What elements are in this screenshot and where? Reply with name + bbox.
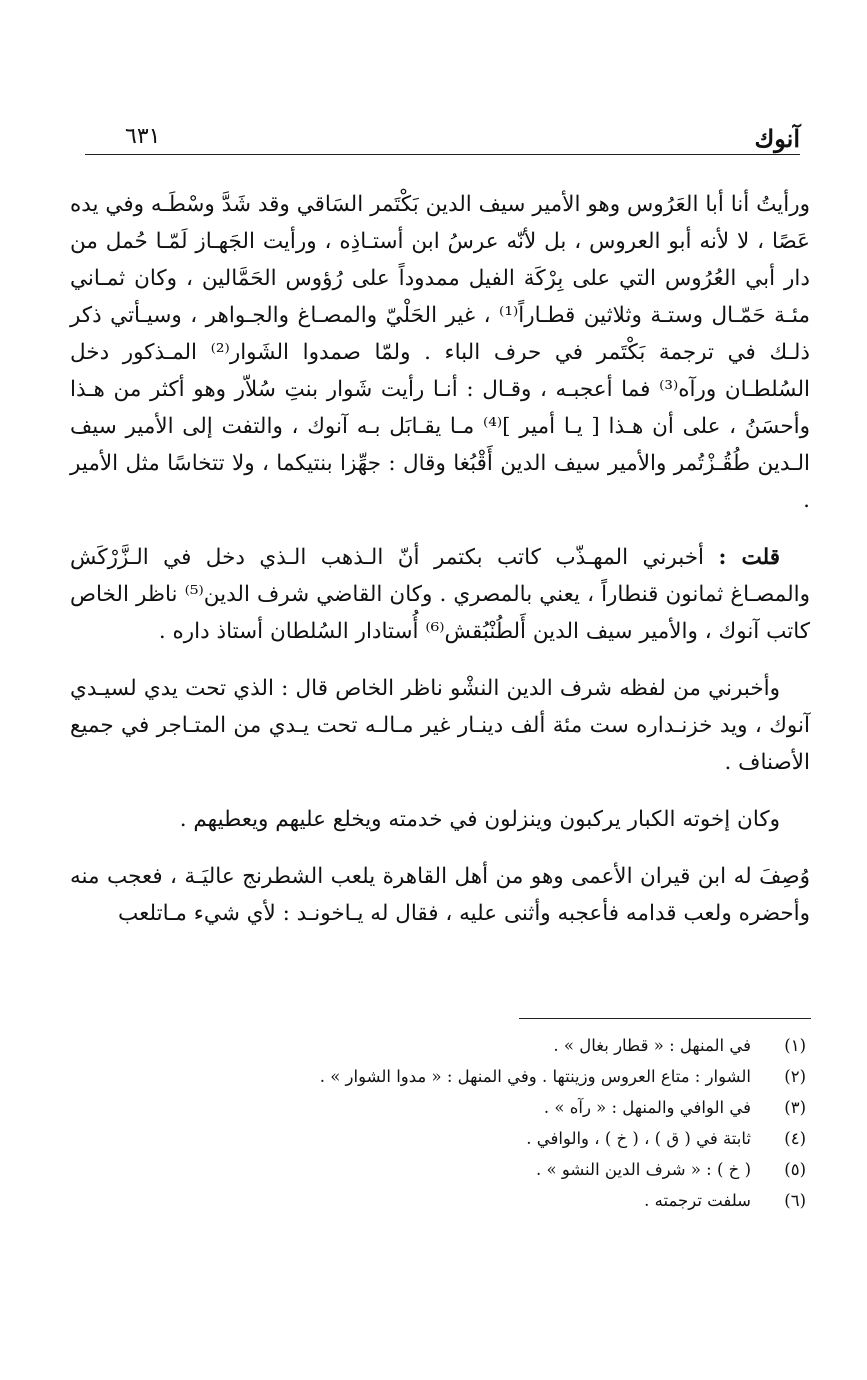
footnote [110, 1185, 810, 1216]
paragraph [70, 539, 810, 650]
footnote [110, 1123, 810, 1154]
paragraph: وأخبرني من لفظه شرف الدين النشْو ناظر الخاص قال : الذي تحت يدي لسيـدي آنوك ، ويد خزنـداره ست مئة ألف دينـار غير مـالـه تحت يـدي من المتـاجر في جميع الأصناف . [70, 676, 810, 775]
footnote-text: ثابتة في ( ق ) ، ( خ ) ، والوافي . [526, 1129, 751, 1148]
footnote-text: ( خ ) : « شرف الدين النشو » . [535, 1160, 751, 1179]
footnote-text: الشوار : متاع العروس وزينتها . وفي المنهل : « مدوا الشوار » . [319, 1067, 751, 1086]
footnote-number: (٢) [784, 1067, 806, 1086]
running-header [85, 118, 800, 155]
header-title: آنوك [754, 124, 800, 153]
footnote-number: (٤) [784, 1129, 806, 1148]
footnote-number: (٥) [784, 1160, 806, 1179]
page-number: ٦٣١ [125, 124, 161, 149]
footnote [110, 1092, 810, 1123]
footnote-text: سلفت ترجمته . [644, 1191, 751, 1210]
footnote-text: في الوافي والمنهل : « رآه » . [543, 1098, 751, 1117]
footnote-number: (٣) [784, 1098, 806, 1117]
footnote-divider [519, 1018, 811, 1019]
paragraph: وُصِفَ له ابن قيران الأعمى وهو من أهل القاهرة يلعب الشطرنج عاليَـة ، فعجب منه وأحضره ولعب قدامه فأعجبه وأثنى عليه ، فقال له يـاخونـد : لأي شيء مـاتلعب [70, 864, 810, 926]
paragraph-lead: قلت : [718, 545, 780, 570]
footnote [110, 1061, 810, 1092]
paragraph: وكان إخوته الكبار يركبون وينزلون في خدمته ويخلع عليهم ويعطيهم . [179, 807, 780, 832]
footnote-text: في المنهل : « قطار بغال » . [553, 1036, 751, 1055]
main-text [70, 186, 810, 952]
footnote [110, 1154, 810, 1185]
paragraph-body: أخبرني المهـذّب كاتب بكتمر أنّ الـذهب الـذي دخل في الـزَّرْكَش والمصـاغ ثمانون قنطاراً ، يعني بالمصري . وكان القاضي شرف الدين⁽⁵⁾ ناظر الخاص كاتب آنوك ، والأمير سيف الدين أَلطُنْبُقش⁽⁶⁾ أُستادار السُلطان أستاذ داره . [70, 545, 811, 644]
footnote [110, 1030, 810, 1061]
footnote-number: (١) [784, 1036, 806, 1055]
footnote-number: (٦) [784, 1191, 806, 1210]
paragraph: ورأيتُ أنا أبا العَرُوس وهو الأمير سيف الدين بَكْتَمر السَاقي وقد شَدَّ وسْطَـه وفي يده عَصًا ، لا لأنه أبو العروس ، بل لأنّه عرسُ ابن أستـاذِه ، ورأيت الجَهـاز لَمّـا حُمل من دار أبي العُرُوس التي على بِرْكَة الفيل ممدوداً على رُؤوس الحَمَّالين ، وكان ثمـاني مئـة حَمّـال وستـة وثلاثين قطـاراً⁽¹⁾ ، غير الحَلْيّ والمصـاغ والجـواهر ، وسيـأتي ذكر ذلـك في ترجمة بَكْتَمر في حرف الباء . ولمّا صمدوا الشَوار⁽²⁾ المـذكور دخل السُلطـان ورآه⁽³⁾ فما أعجبـه ، وقـال : أنـا رأيت شَوار بنتِ سُلاّر وهو أكثر من هـذا وأحسَنُ ، على أن هـذا [ يـا أمير ]⁽⁴⁾ مـا يقـابَل بـه آنوك ، والتفت إلى الأمير سيف الـدين طُقُـزْتُمر والأمير سيف الدين أَقْبُغا وقال : جهِّزا بنتيكما ، ولا تتخاسًا مثل الأمير . [70, 192, 811, 513]
footnotes [110, 1030, 810, 1216]
